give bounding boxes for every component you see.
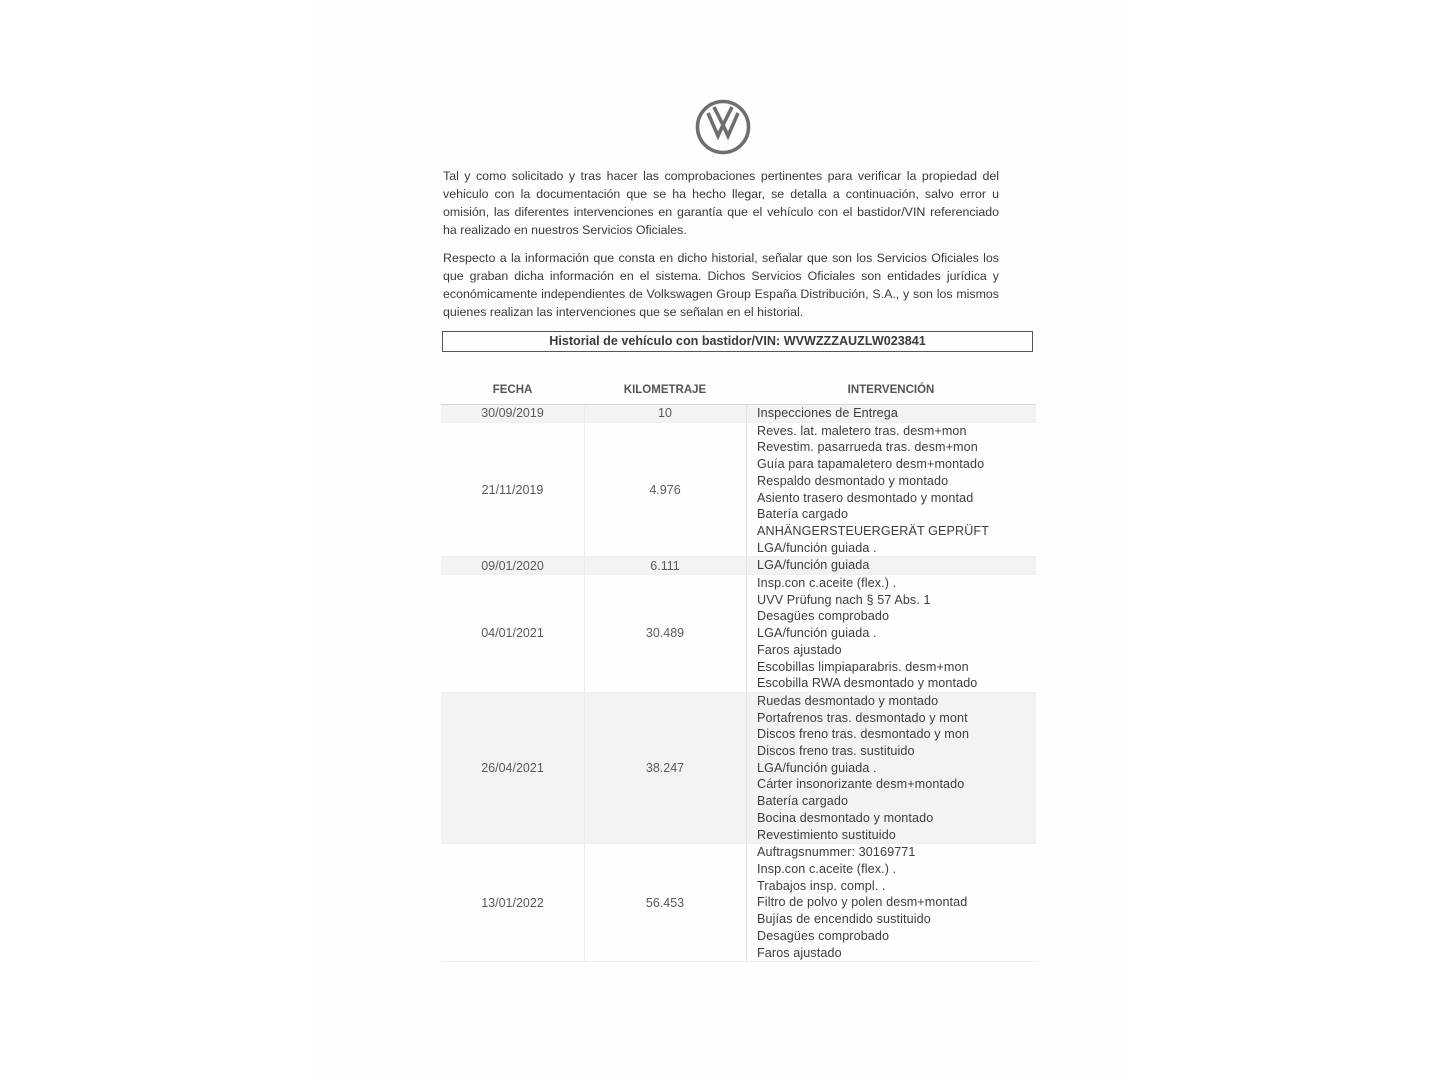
intervention-item: Batería cargado (757, 507, 849, 522)
cell-fecha: 21/11/2019 (441, 423, 585, 557)
intervention-item: Ruedas desmontado y montado (757, 693, 939, 708)
intervention-item: Batería cargado (757, 794, 849, 809)
cell-kilometraje: 56.453 (645, 895, 685, 910)
intervention-item: ANHÄNGERSTEUERGERÄT GEPRÜFT (757, 523, 989, 538)
intervention-item: Bocina desmontado y montado (757, 810, 934, 825)
table-header (441, 382, 1036, 404)
intervention-item: Auftragsnummer: 30169771 (757, 845, 916, 860)
table-row (441, 693, 1036, 844)
cell-fecha: 26/04/2021 (441, 693, 585, 843)
table-row (441, 405, 1036, 423)
intervention-item: Insp.con c.aceite (flex.) . (757, 576, 897, 591)
intervention-item: Respaldo desmontado y montado (757, 473, 949, 488)
intro-paragraph-2: Respecto a la información que consta en dicho historial, señalar que son los Servicios Oficiales los que graban dicha información en el sistema. Dichos Servicios Oficiales son entidades jurídica y económicamente independientes de Volkswagen Group España Distribución, S.A., y son los mismos quienes realizan las intervenciones que se señalan en el historial. (443, 251, 999, 319)
intervention-item: Insp.con c.aceite (flex.) . (757, 861, 897, 876)
vin-title: Historial de vehículo con bastidor/VIN: WVWZZZAUZLW023841 (442, 331, 1033, 352)
intervention-item: Revestimiento sustituido (757, 827, 896, 842)
cell-kilometraje: 38.247 (645, 761, 685, 776)
header-kilometraje: KILOMETRAJE (623, 384, 707, 396)
header-fecha: FECHA (492, 384, 533, 396)
cell-intervencion (746, 423, 1036, 557)
cell-intervencion (746, 405, 1036, 422)
intervention-item: Discos freno tras. desmontado y mon (757, 727, 970, 742)
intervention-item: Faros ajustado (757, 945, 842, 960)
intervention-item: Cárter insonorizante desm+montado (757, 777, 965, 792)
intervention-item: Desagües comprobado (757, 928, 890, 943)
intervention-item: Bujías de encendido sustituido (757, 912, 931, 927)
intervention-item: LGA/función guiada . (757, 626, 877, 641)
table-row (441, 575, 1036, 693)
intervention-item: LGA/función guiada . (757, 540, 877, 555)
cell-intervencion (746, 557, 1036, 574)
intervention-item: UVV Prüfung nach § 57 Abs. 1 (757, 592, 931, 607)
cell-intervencion (746, 693, 1036, 843)
intervention-item: Revestim. pasarrueda tras. desm+mon (757, 440, 978, 455)
intervention-item: Asiento trasero desmontado y montad (757, 490, 974, 505)
intervention-item: LGA/función guiada . (757, 760, 877, 775)
intervention-item: Reves. lat. maletero tras. desm+mon (757, 423, 967, 438)
intervention-item: Discos freno tras. sustituido (757, 744, 915, 759)
cell-kilometraje: 6.111 (650, 558, 680, 573)
history-table (441, 405, 1036, 962)
intro-paragraph-1: Tal y como solicitado y tras hacer las comprobaciones pertinentes para verificar la propiedad del vehiculo con la documentación que se ha hecho llegar, se detalla a continuación, salvo error u omisión, las diferentes intervenciones en garantía que el vehículo con el bastidor/VIN referenciado ha realizado en nuestros Servicios Oficiales. (443, 169, 999, 237)
cell-fecha: 13/01/2022 (441, 844, 585, 961)
intervention-item: Guía para tapamaletero desm+montado (757, 457, 985, 472)
intervention-item: Filtro de polvo y polen desm+montad (757, 895, 968, 910)
cell-fecha: 04/01/2021 (441, 575, 585, 692)
intervention-item: Inspecciones de Entrega (757, 406, 898, 420)
intervention-item: Escobilla RWA desmontado y montado (757, 676, 978, 691)
volkswagen-logo-icon (695, 99, 751, 155)
intervention-item: Escobillas limpiaparabris. desm+mon (757, 659, 969, 674)
intervention-item: Portafrenos tras. desmontado y mont (757, 710, 968, 725)
intervention-item: Faros ajustado (757, 642, 842, 657)
table-row (441, 557, 1036, 575)
table-row (441, 844, 1036, 962)
cell-fecha: 09/01/2020 (441, 557, 585, 574)
cell-kilometraje: 4.976 (649, 482, 681, 497)
cell-fecha: 30/09/2019 (441, 405, 585, 422)
cell-kilometraje: 10 (658, 406, 672, 421)
table-row (441, 423, 1036, 558)
intervention-item: Desagües comprobado (757, 609, 890, 624)
cell-intervencion (746, 575, 1036, 692)
cell-kilometraje: 30.489 (645, 626, 685, 641)
intervention-item: LGA/función guiada (757, 558, 870, 573)
cell-intervencion (746, 844, 1036, 961)
intervention-item: Trabajos insp. compl. . (757, 878, 886, 893)
header-intervencion: INTERVENCIÓN (847, 384, 935, 396)
